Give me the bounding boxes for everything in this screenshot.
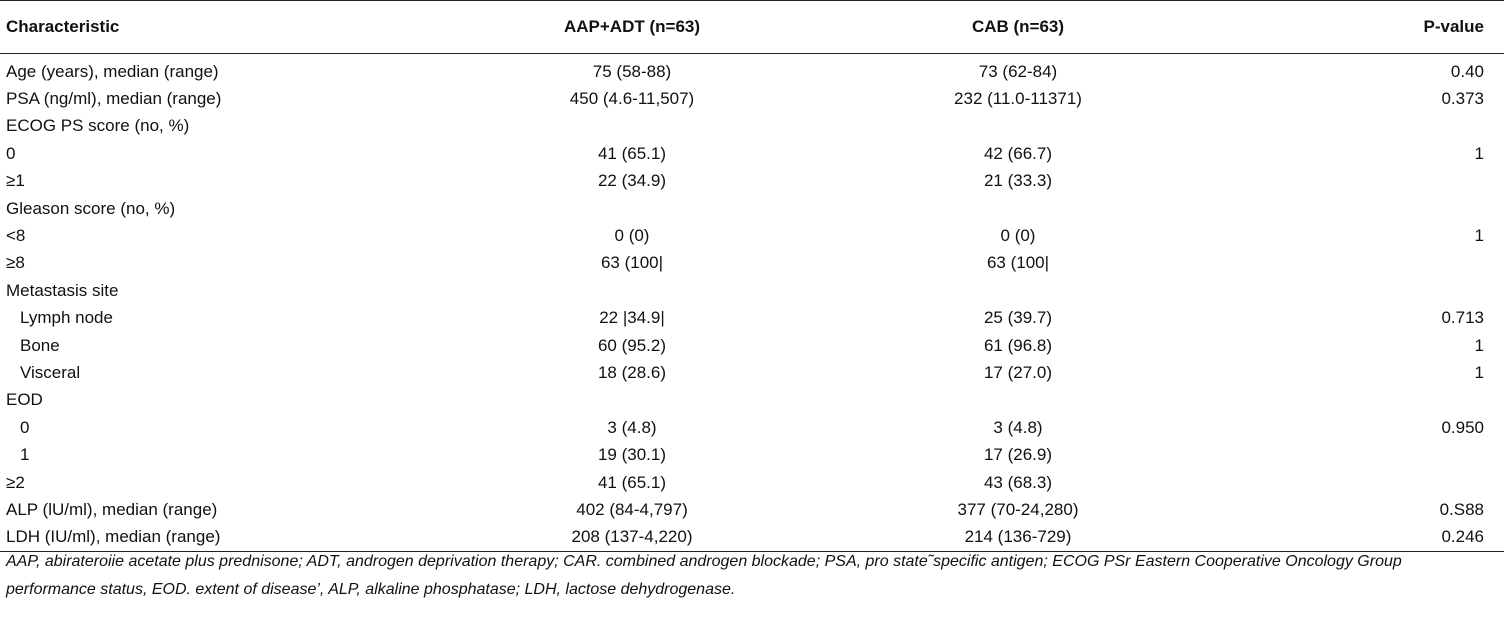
table-body [0, 54, 1504, 552]
cell-p-value [1218, 277, 1504, 304]
table-row [0, 359, 1504, 386]
cell-characteristic: ECOG PS score (no, %) [6, 116, 190, 136]
cell-cab: 42 (66.7) [983, 143, 1053, 163]
cell-cab [812, 387, 1218, 414]
cell-characteristic: Lymph node [20, 308, 113, 328]
table-row [0, 168, 1504, 195]
cell-cab: 21 (33.3) [983, 171, 1053, 191]
cell-cab: 63 (100| [986, 253, 1050, 273]
table-row [0, 113, 1504, 140]
table-row [0, 441, 1504, 468]
cell-aap-adt: 41 (65.1) [597, 143, 667, 163]
cell-aap-adt: 450 (4.6-11,507) [569, 89, 695, 109]
cell-aap-adt: 18 (28.6) [597, 362, 667, 382]
cell-characteristic: Age (years), median (range) [6, 61, 219, 81]
cell-aap-adt: 75 (58-88) [592, 61, 672, 81]
table-row [0, 195, 1504, 222]
cell-p-value: 0.950 [1441, 417, 1484, 437]
cell-cab [812, 195, 1218, 222]
cell-p-value [1218, 195, 1504, 222]
cell-cab: 17 (27.0) [983, 362, 1053, 382]
cell-characteristic: ALP (lU/ml), median (range) [6, 499, 218, 519]
cell-characteristic: Gleason score (no, %) [6, 198, 176, 218]
cell-cab: 0 (0) [1000, 226, 1036, 246]
cell-characteristic: EOD [6, 390, 43, 410]
cell-characteristic: ≥2 [6, 472, 25, 492]
table-row [0, 496, 1504, 523]
cell-characteristic: 0 [6, 143, 16, 163]
cell-p-value: 0.S88 [1439, 499, 1484, 519]
table-row [0, 250, 1504, 277]
cell-cab: 61 (96.8) [983, 335, 1053, 355]
cell-characteristic: Bone [20, 335, 60, 355]
cell-aap-adt: 22 (34.9) [597, 171, 667, 191]
cell-p-value [1218, 250, 1504, 277]
table-footnote: AAP, abirateroiie acetate plus prednisone; ADT, androgen deprivation therapy; CAR. combined androgen blockade; PSA, pro state˜specific antigen; ECOG PSr Eastern Cooperative Oncology Group performance status, EOD. extent of disease’, ALP, alkaline phosphatase; LDH, lactose dehydrogenase. [6, 553, 1402, 598]
cell-aap-adt: 63 (100| [600, 253, 664, 273]
cell-cab: 377 (70-24,280) [957, 499, 1079, 519]
cell-characteristic: 0 [20, 417, 30, 437]
cell-aap-adt: 41 (65.1) [597, 472, 667, 492]
cell-characteristic: PSA (ng/ml), median (range) [6, 89, 222, 109]
cell-aap-adt [446, 113, 812, 140]
cell-aap-adt: 60 (95.2) [597, 335, 667, 355]
table-row [0, 305, 1504, 332]
cell-p-value: 0.373 [1441, 89, 1484, 109]
table-row [0, 140, 1504, 167]
cell-aap-adt [446, 277, 812, 304]
table-row [0, 332, 1504, 359]
header-p-value: P-value [1218, 1, 1504, 54]
table-row [0, 414, 1504, 441]
cell-p-value [1218, 168, 1504, 195]
cell-cab: 25 (39.7) [983, 308, 1053, 328]
header-row [0, 1, 1504, 54]
cell-characteristic: <8 [6, 226, 26, 246]
table-header [0, 1, 1504, 54]
cell-p-value: 0.713 [1441, 308, 1484, 328]
cell-cab: 73 (62-84) [978, 61, 1058, 81]
table-row [0, 85, 1504, 112]
table-row [0, 387, 1504, 414]
cell-characteristic: LDH (IU/ml), median (range) [0, 524, 446, 552]
cell-p-value: 0.246 [1218, 524, 1504, 552]
cell-aap-adt: 3 (4.8) [607, 417, 657, 437]
cell-p-value: 1 [1474, 226, 1484, 246]
cell-aap-adt: 208 (137-4,220) [446, 524, 812, 552]
cell-aap-adt [446, 387, 812, 414]
cell-characteristic: 1 [20, 445, 30, 465]
header-cab: CAB (n=63) [812, 1, 1218, 54]
table-row [0, 222, 1504, 249]
cell-aap-adt: 19 (30.1) [597, 445, 667, 465]
cell-p-value [1218, 387, 1504, 414]
cell-aap-adt: 402 (84-4,797) [576, 499, 688, 519]
cell-cab: 3 (4.8) [993, 417, 1043, 437]
cell-p-value: 0.40 [1450, 61, 1484, 81]
table-row [0, 277, 1504, 304]
cell-cab [812, 277, 1218, 304]
table-row [0, 54, 1504, 86]
cell-cab [812, 113, 1218, 140]
cell-characteristic: Metastasis site [6, 280, 119, 300]
cell-characteristic: ≥8 [6, 253, 25, 273]
cell-p-value: 1 [1474, 143, 1484, 163]
cell-aap-adt: 0 (0) [614, 226, 650, 246]
cell-characteristic: Visceral [20, 362, 81, 382]
header-characteristic: Characteristic [0, 1, 446, 54]
cell-p-value [1218, 469, 1504, 496]
cell-p-value [1218, 113, 1504, 140]
cell-characteristic: ≥1 [6, 171, 25, 191]
header-aap-adt: AAP+ADT (n=63) [446, 1, 812, 54]
cell-aap-adt [446, 195, 812, 222]
cell-cab: 17 (26.9) [983, 445, 1053, 465]
cell-p-value [1218, 441, 1504, 468]
cell-cab: 214 (136-729) [812, 524, 1218, 552]
cell-aap-adt: 22 |34.9| [599, 308, 665, 328]
table-row [0, 469, 1504, 496]
cell-cab: 43 (68.3) [983, 472, 1053, 492]
cell-cab: 232 (11.0-11371) [954, 89, 1082, 109]
cell-p-value: 1 [1474, 335, 1484, 355]
cell-p-value: 1 [1474, 362, 1484, 382]
